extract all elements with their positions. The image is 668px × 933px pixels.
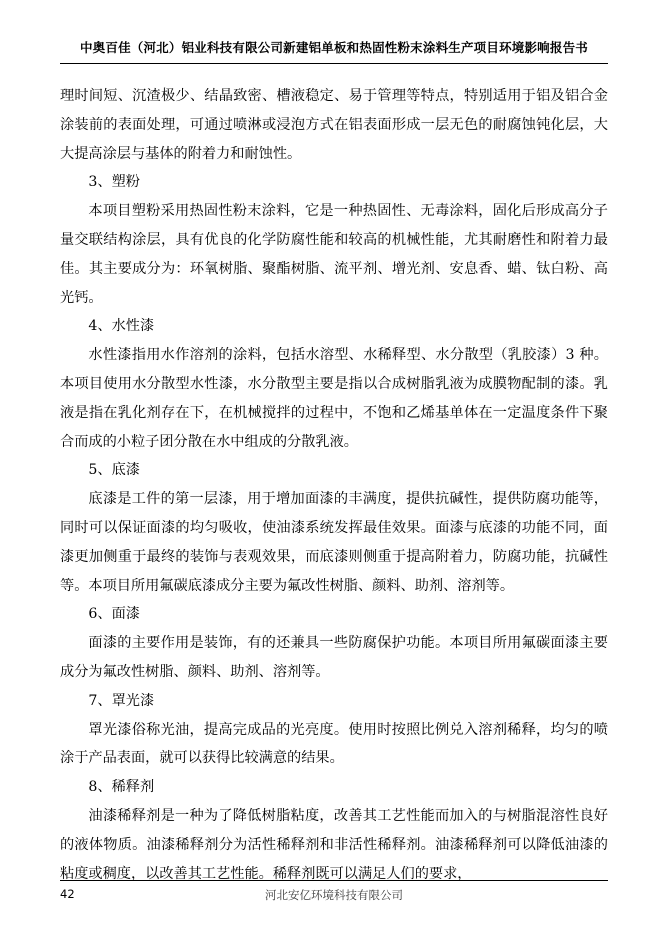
section-heading-3: 3、塑粉 <box>88 174 140 191</box>
section-heading-7: 7、罩光漆 <box>88 692 155 709</box>
paragraph: 罩光漆俗称光油，提高完成品的光亮度。使用时按照比例兑入溶剂稀释，均匀的喷涂于产品表面，就可以获得比较满意的结果。 <box>60 721 608 767</box>
paragraph: 面漆的主要作用是装饰，有的还兼具一些防腐保护功能。本项目所用氟碳面漆主要成分为氟改性树脂、颜料、助剂、溶剂等。 <box>60 635 608 680</box>
section-heading-8: 8、稀释剂 <box>88 779 155 796</box>
footer-organization: 河北安亿环境科技有限公司 <box>265 888 403 902</box>
section-heading-6: 6、面漆 <box>88 606 140 623</box>
footer-divider <box>60 880 608 881</box>
page-footer <box>60 887 608 905</box>
paragraph: 本项目塑粉采用热固性粉末涂料，它是一种热固性、无毒涂料，固化后形成高分子量交联结构涂层，具有优良的化学防腐性能和较高的机械性能，尤其耐磨性和附着力最佳。其主要成分为：环氧树脂、聚酯树脂、流平剂、增光剂、安息香、蜡、钛白粉、高光钙。 <box>60 203 608 306</box>
section-heading-5: 5、底漆 <box>88 462 140 479</box>
header-divider <box>60 63 608 64</box>
paragraph: 底漆是工件的第一层漆，用于增加面漆的丰满度，提供抗碱性，提供防腐功能等，同时可以保证面漆的均匀吸收，使油漆系统发挥最佳效果。面漆与底漆的功能不同，面漆更加侧重于最终的装饰与表观效果，而底漆则侧重于提高附着力，防腐功能，抗碱性等。本项目所用氟碳底漆成分主要为氟改性树脂、颜料、助剂、溶剂等。 <box>60 491 608 594</box>
paragraph: 理时间短、沉渣极少、结晶致密、槽液稳定、易于管理等特点，特别适用于铝及铝合金涂装前的表面处理，可通过喷淋或浸泡方式在铝表面形成一层无色的耐腐蚀钝化层，大大提高涂层与基体的附着力和耐蚀性。 <box>60 88 608 162</box>
paragraph: 油漆稀释剂是一种为了降低树脂粘度，改善其工艺性能而加入的与树脂混溶性良好的液体物质。油漆稀释剂分为活性稀释剂和非活性稀释剂。油漆稀释剂可以降低油漆的粘度或稠度，以改善其工艺性能。稀释剂既可以满足人们的要求， <box>60 807 608 882</box>
page-number: 42 <box>60 887 75 901</box>
paragraph: 水性漆指用水作溶剂的涂料，包括水溶型、水稀释型、水分散型（乳胶漆）3 种。本项目使用水分散型水性漆，水分散型主要是指以合成树脂乳液为成膜物配制的漆。乳液是指在乳化剂存在下，在机械搅拌的过程中，不饱和乙烯基单体在一定温度条件下聚合而成的小粒子团分散在水中组成的分散乳液。 <box>60 347 608 450</box>
section-heading-4: 4、水性漆 <box>88 318 155 335</box>
document-body <box>60 82 608 888</box>
page-header: 中奥百佳（河北）铝业科技有限公司新建铝单板和热固性粉末涂料生产项目环境影响报告书 <box>79 40 588 55</box>
